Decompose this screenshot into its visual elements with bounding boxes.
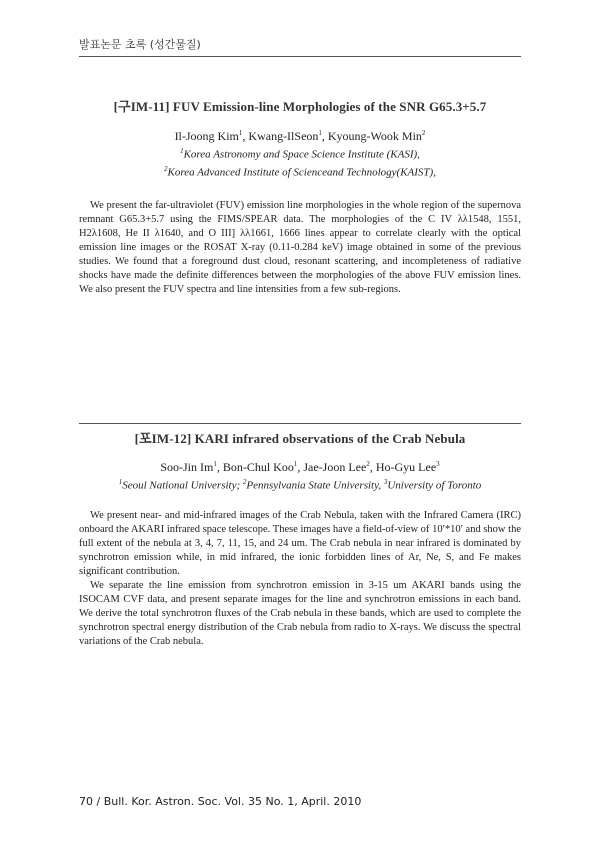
paper-1-abstract (79, 199, 521, 297)
paper-2-abstract (79, 509, 521, 649)
running-header: 발표논문 초록 (성간물질) (79, 38, 201, 51)
author-sup: 2 (366, 460, 370, 468)
affil-text: Seoul National University; (122, 479, 243, 492)
affil-sup: 2 (164, 164, 168, 173)
affil-text: Korea Advanced Institute of Scienceand Technology(KAIST), (167, 166, 436, 179)
affil-sup: 1 (180, 147, 184, 155)
header-rule (79, 56, 521, 57)
author-name: Il-Joong Kim (174, 129, 239, 143)
paper-2-title: [포IM-12] KARI infrared observations of the Crab Nebula (134, 431, 466, 446)
paper-1-authors: Il-Joong Kim$^1$, Kwang-IlSeon$^1$, Kyoung-Wook Min$^2$ (174, 129, 426, 143)
author-name: Soo-Jin Im (160, 460, 214, 474)
author-name: Bon-Chul Koo (222, 460, 294, 474)
page-footer: 70 / Bull. Kor. Astron. Soc. Vol. 35 No. 1, April. 2010 (79, 795, 362, 808)
author-sup: 3 (436, 460, 440, 468)
author-name: Jae-Joon Lee (303, 460, 367, 474)
affil-sup: 1 (118, 478, 123, 486)
author-sup: 1 (318, 129, 322, 137)
paper-1-affiliation-2 (79, 162, 521, 180)
paper-1-title: [구IM-11] FUV Emission-line Morphologies of the SNR G65.3+5.7 (113, 99, 487, 114)
author-name: Ho-Gyu Lee (375, 460, 437, 474)
affil-sup: 3 (383, 478, 388, 486)
paper-2-authors: Soo-Jin Im$^1$, Bon-Chul Koo$^1$, Jae-Joon Lee$^2$, Ho-Gyu Lee$^3$ (160, 460, 440, 474)
author-sup: 1 (293, 460, 298, 468)
paper-1 (79, 96, 521, 297)
affil-text: Pennsylvania State University, (246, 479, 384, 492)
author-sup: 1 (213, 460, 217, 468)
affil-text: University of Toronto (387, 479, 482, 492)
section-divider (79, 423, 521, 424)
affil-sup: 2 (242, 478, 247, 486)
author-name: Kwang-IlSeon (248, 129, 319, 143)
paper-1-affiliation-1 (79, 144, 521, 162)
affil-text: Korea Astronomy and Space Science Institute (KASI), (183, 148, 420, 161)
abstract-paragraph: We present near- and mid-infrared images of the Crab Nebula, taken with the Infrared Camera (IRC) onboard the AKARI infrared space telescope. These images have a field-of-view of 10′*10′ and show the full extent of the nebula at 3, 4, 7, 11, 15, and 24 um. The Crab nebula in near infrared is dominated by synchrotron emission while, in mid infrared, the ionic forbidden lines of Ar, Ne, S, and Fe makes significant contribution. (79, 509, 521, 577)
author-name: Kyoung-Wook Min (327, 129, 422, 143)
author-sup: 1 (238, 129, 243, 137)
paper-2-affiliations (79, 475, 521, 493)
author-sup: 2 (421, 129, 426, 137)
abstract-paragraph: We separate the line emission from synchrotron emission in 3-15 um AKARI bands using the ISOCAM CVF data, and present separate images for the line and synchrotron emissions in each band. We derive the total synchrotron fluxes of the Crab nebula in these bands, which are used to complete the synchrotron spectral energy distribution of the Crab nebula from radio to X-rays. We discuss the spectral variations of the Crab nebula. (79, 579, 521, 647)
abstract-paragraph: We present the far-ultraviolet (FUV) emission line morphologies in the whole region of the supernova remnant G65.3+5.7 using the FIMS/SPEAR data. The morphologies of the C IV λλ1548, 1551, H2λ1608, He II λ1640, and O III] λλ1661, 1666 lines appear to correlate clearly with the optical emission line images or the ROSAT X-ray (0.11-0.284 keV) image obtained in some of the previous studies. We found that a foreground dust cloud, resonant scattering, and incompleteness of radiative shocks have made the definite differences between the morphologies of the above FUV emission lines. We also present the FUV spectra and line intensities from a few sub-regions. (79, 200, 521, 296)
paper-2 (79, 428, 521, 649)
